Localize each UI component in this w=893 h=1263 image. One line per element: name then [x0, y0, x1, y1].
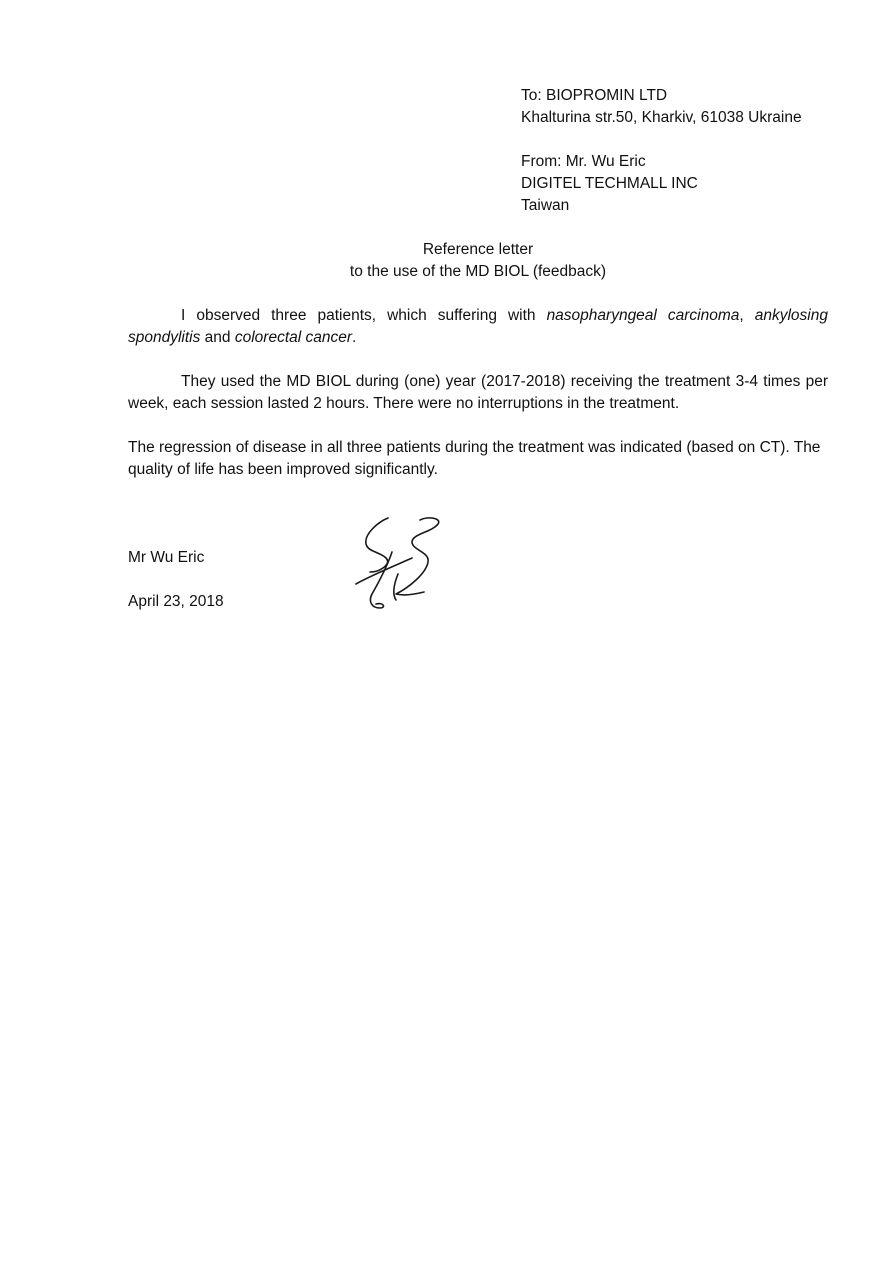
recipient-name: To: BIOPROMIN LTD [521, 87, 668, 104]
letter-heading [128, 239, 828, 283]
disease-ankylosing: ankylosing spondylitis [128, 307, 828, 346]
signer-name: Mr Wu Eric [128, 549, 205, 566]
sender-country: Taiwan [521, 197, 570, 214]
handwritten-signature [350, 512, 450, 616]
letter-title: Reference letter [422, 241, 534, 258]
address-block [521, 85, 851, 217]
paragraph-results: The regression of disease in all three patients during the treatment was indicated (based on CT). The quality of life has been improved significantly. [128, 439, 821, 478]
signature-date: April 23, 2018 [128, 593, 224, 610]
paragraph-patients [128, 305, 828, 349]
separator: , [739, 307, 755, 324]
disease-colorectal: colorectal cancer [234, 329, 353, 346]
disease-nasopharyngeal: nasopharyngeal carcinoma [546, 307, 740, 324]
paragraph-usage: They used the MD BIOL during (one) year (2017-2018) receiving the treatment 3-4 times per week, each session lasted 2 hours. There were no interruptions in the treatment. [128, 373, 828, 412]
paragraph-intro: I observed three patients, which suffering with [181, 307, 547, 324]
period: . [352, 329, 357, 346]
separator: and [200, 329, 235, 346]
sender-name: From: Mr. Wu Eric [521, 153, 646, 170]
recipient-address: Khalturina str.50, Kharkiv, 61038 Ukraine [521, 109, 802, 126]
letter-subtitle: to the use of the MD BIOL (feedback) [349, 263, 607, 280]
sender-company: DIGITEL TECHMALL INC [521, 175, 698, 192]
